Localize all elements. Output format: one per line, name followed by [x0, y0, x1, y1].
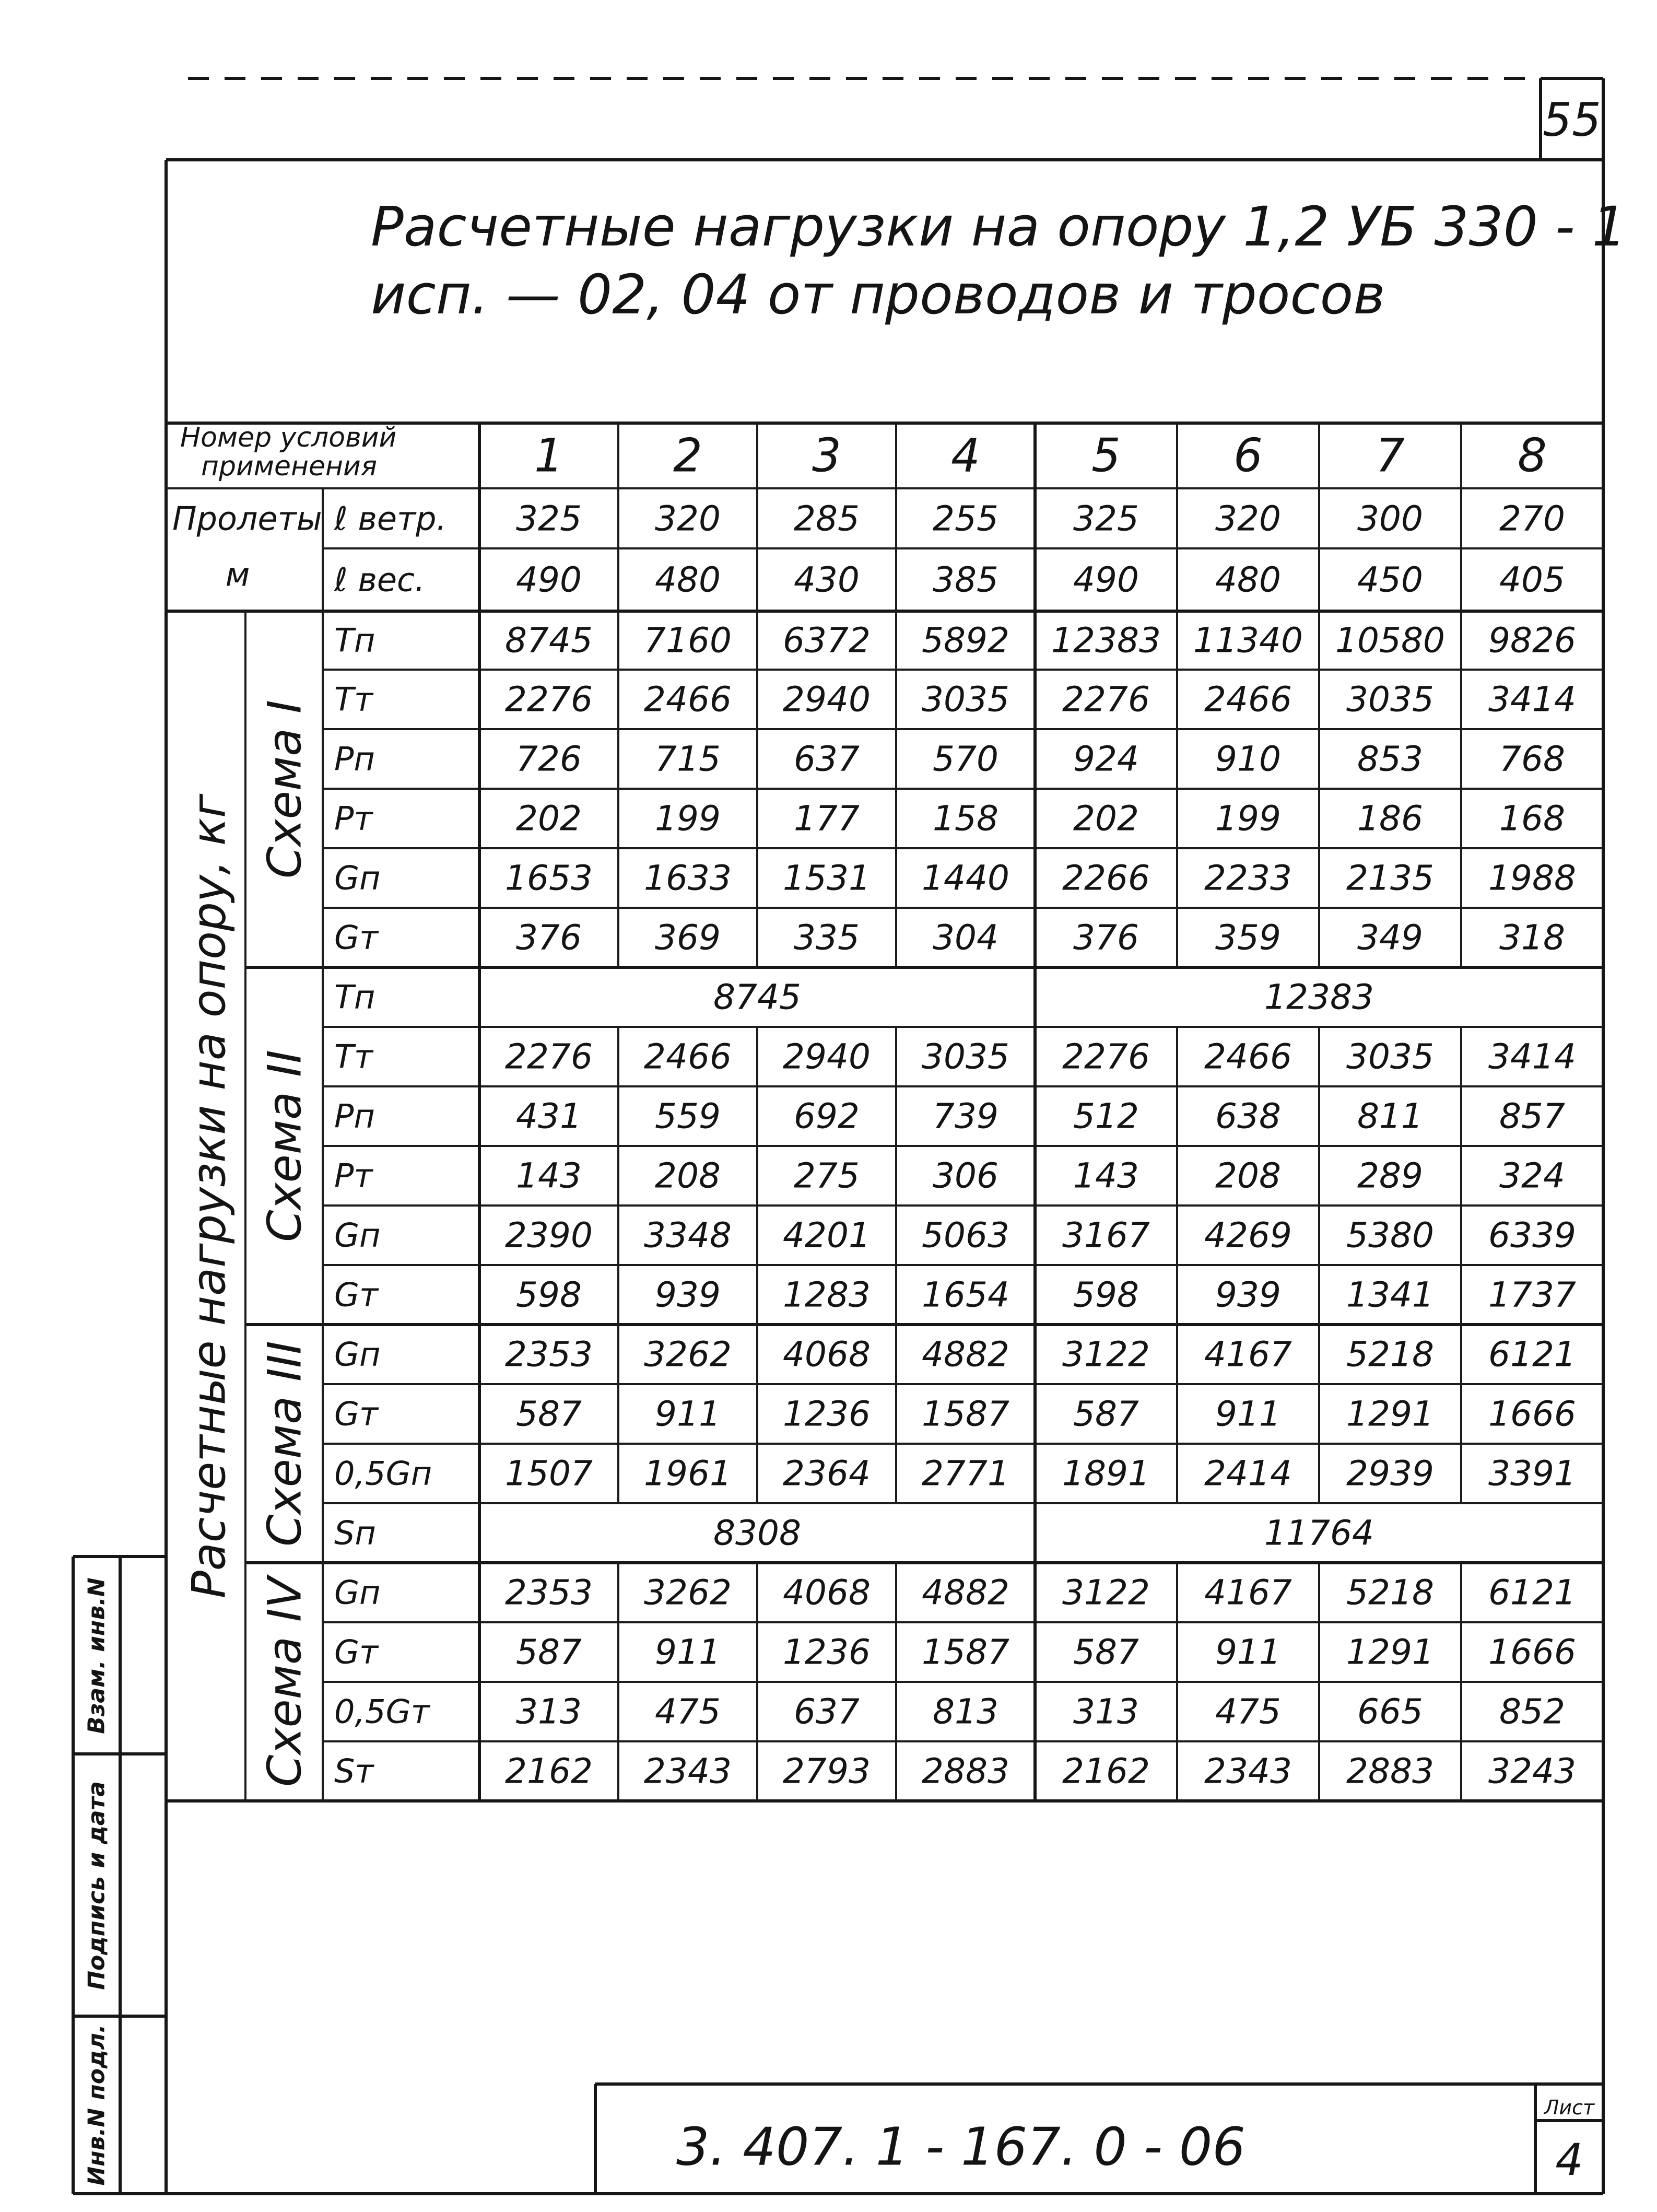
table-cell: 1531 — [783, 858, 871, 898]
column-number: 3 — [812, 428, 841, 483]
table-cell: 4882 — [922, 1334, 1009, 1375]
scheme-label: Схема I — [257, 700, 312, 879]
table-cell: 255 — [933, 498, 998, 539]
table-cell: 2276 — [1062, 679, 1150, 720]
load-row-label: Sт — [334, 1752, 374, 1790]
table-cell: 637 — [794, 1691, 860, 1732]
table-cell: 2466 — [1204, 1036, 1292, 1077]
header-label-line-2: применения — [201, 451, 378, 482]
load-row-label: Рп — [334, 740, 375, 778]
table-cell: 3035 — [1346, 679, 1434, 720]
column-number: 2 — [673, 428, 702, 483]
table-cell: 2940 — [783, 1036, 871, 1077]
table-cell: 202 — [1073, 798, 1139, 839]
table-cell: 2466 — [1204, 679, 1292, 720]
load-row-label: Рт — [334, 799, 373, 838]
table-cell: 587 — [516, 1394, 582, 1434]
table-cell: 2343 — [1204, 1751, 1292, 1792]
table-cell: 376 — [516, 917, 582, 958]
table-cell: 430 — [794, 559, 860, 600]
table-cell: 3348 — [644, 1215, 732, 1256]
table-cell: 7160 — [644, 620, 732, 661]
merged-cell-right: 11764 — [1264, 1513, 1374, 1553]
stamp-original-inventory: Инв.N подл. — [83, 2024, 110, 2186]
table-cell: 1633 — [644, 858, 732, 898]
table-cell: 2390 — [505, 1215, 593, 1256]
table-cell: 324 — [1499, 1155, 1565, 1196]
span-row-label: ℓ вес. — [334, 560, 425, 599]
table-cell: 1587 — [922, 1394, 1009, 1434]
table-cell: 11340 — [1193, 620, 1303, 661]
table-cell: 768 — [1499, 739, 1565, 779]
table-cell: 335 — [794, 917, 860, 958]
table-cell: 4068 — [783, 1334, 871, 1375]
table-cell: 318 — [1499, 917, 1565, 958]
table-cell: 8745 — [505, 620, 593, 661]
merged-cell-left: 8745 — [713, 977, 801, 1017]
table-cell: 1988 — [1488, 858, 1576, 898]
table-cell: 1291 — [1346, 1394, 1434, 1434]
table-cell: 1283 — [783, 1274, 871, 1315]
table-cell: 665 — [1357, 1691, 1423, 1732]
table-cell: 3262 — [644, 1334, 732, 1375]
table-cell: 270 — [1499, 498, 1565, 539]
table-cell: 431 — [516, 1096, 582, 1137]
table-cell: 306 — [933, 1155, 998, 1196]
table-cell: 857 — [1499, 1096, 1565, 1137]
load-row-label: 0,5Gп — [334, 1454, 432, 1493]
scheme-label: Схема IV — [257, 1576, 312, 1787]
table-cell: 4167 — [1204, 1334, 1292, 1375]
table-cell: 143 — [516, 1155, 582, 1196]
load-row-label: Тт — [334, 1037, 373, 1076]
table-cell: 637 — [794, 739, 860, 779]
table-cell: 1341 — [1346, 1274, 1434, 1315]
load-row-label: Gп — [334, 1216, 381, 1255]
table-cell: 10580 — [1335, 620, 1445, 661]
span-row-label: ℓ ветр. — [334, 499, 447, 538]
table-cell: 385 — [933, 559, 998, 600]
table-cell: 811 — [1357, 1096, 1423, 1137]
scheme-label: Схема III — [257, 1341, 312, 1547]
table-cell: 911 — [1215, 1394, 1281, 1434]
table-cell: 4068 — [783, 1572, 871, 1613]
table-cell: 939 — [655, 1274, 721, 1315]
table-cell: 2233 — [1204, 858, 1292, 898]
side-stamp — [73, 1556, 166, 2194]
table-cell: 1291 — [1346, 1632, 1434, 1672]
scheme-label: Схема II — [257, 1050, 312, 1242]
table-cell: 1236 — [783, 1394, 871, 1434]
table-cell: 1654 — [922, 1274, 1009, 1315]
table-cell: 5063 — [922, 1215, 1009, 1256]
table-cell: 376 — [1073, 917, 1139, 958]
table-cell: 715 — [655, 739, 721, 779]
loads-label: Расчетные нагрузки на опору, кг — [182, 793, 236, 1599]
column-number: 8 — [1518, 428, 1547, 483]
table-cell: 5218 — [1346, 1334, 1434, 1375]
table-cell: 289 — [1357, 1155, 1423, 1196]
table-cell: 3035 — [922, 1036, 1009, 1077]
load-row-label: Рп — [334, 1097, 375, 1136]
load-row-label: Gт — [334, 1275, 379, 1314]
table-cell: 910 — [1215, 739, 1281, 779]
table-cell: 2276 — [505, 1036, 593, 1077]
table-cell: 1666 — [1488, 1632, 1576, 1672]
table-cell: 3122 — [1062, 1334, 1150, 1375]
table-cell: 813 — [933, 1691, 998, 1732]
table-cell: 1236 — [783, 1632, 871, 1672]
load-row-label: Gп — [334, 1335, 381, 1374]
table-cell: 726 — [516, 739, 582, 779]
table-cell: 199 — [655, 798, 721, 839]
title-line-2: исп. — 02, 04 от проводов и тросов — [371, 263, 1385, 326]
table-cell: 300 — [1357, 498, 1423, 539]
table-cell: 475 — [655, 1691, 721, 1732]
table-cell: 2276 — [1062, 1036, 1150, 1077]
table-cell: 325 — [516, 498, 582, 539]
table-cell: 924 — [1073, 739, 1139, 779]
load-row-label: Рт — [334, 1156, 373, 1195]
table-cell: 6121 — [1488, 1334, 1576, 1375]
table-cell: 2793 — [783, 1751, 871, 1792]
table-cell: 313 — [1073, 1691, 1139, 1732]
table-cell: 2940 — [783, 679, 871, 720]
table-cell: 202 — [516, 798, 582, 839]
table-cell: 9826 — [1488, 620, 1576, 661]
table-cell: 490 — [1073, 559, 1139, 600]
sheet-label: Лист — [1544, 2096, 1595, 2119]
merged-cell-right: 12383 — [1264, 977, 1374, 1017]
table-cell: 1737 — [1488, 1274, 1576, 1315]
load-row-label: Gп — [334, 859, 381, 897]
table-cell: 320 — [1215, 498, 1281, 539]
load-row-label: Gт — [334, 1633, 379, 1671]
table-cell: 1961 — [644, 1453, 732, 1494]
table-cell: 853 — [1357, 739, 1423, 779]
table-cell: 3414 — [1488, 1036, 1576, 1077]
table-cell: 5892 — [922, 620, 1009, 661]
table-cell: 3035 — [1346, 1036, 1434, 1077]
load-row-label: 0,5Gт — [334, 1692, 430, 1731]
sheet-number: 4 — [1555, 2134, 1583, 2185]
table-cell: 1666 — [1488, 1394, 1576, 1434]
table-cell: 3167 — [1062, 1215, 1150, 1256]
table-cell: 285 — [794, 498, 860, 539]
table-cell: 559 — [655, 1096, 721, 1137]
table-cell: 3122 — [1062, 1572, 1150, 1613]
table-cell: 4201 — [783, 1215, 871, 1256]
table-cell: 480 — [655, 559, 721, 600]
table-cell: 2883 — [922, 1751, 1009, 1792]
table-cell: 2353 — [505, 1572, 593, 1613]
table-cell: 2162 — [1062, 1751, 1150, 1792]
table-cell: 2364 — [783, 1453, 871, 1494]
table-cell: 349 — [1357, 917, 1423, 958]
table-cell: 1653 — [505, 858, 593, 898]
table-cell: 2162 — [505, 1751, 593, 1792]
table-cell: 598 — [1073, 1274, 1139, 1315]
table-cell: 6339 — [1488, 1215, 1576, 1256]
document-code: 3. 407. 1 - 167. 0 - 06 — [676, 2116, 1245, 2178]
table-cell: 359 — [1215, 917, 1281, 958]
table-cell: 3243 — [1488, 1751, 1576, 1792]
table-cell: 325 — [1073, 498, 1139, 539]
table-cell: 2466 — [644, 679, 732, 720]
column-number: 6 — [1233, 428, 1263, 483]
table-cell: 5380 — [1346, 1215, 1434, 1256]
load-row-label: Gт — [334, 1395, 379, 1433]
table-cell: 405 — [1499, 559, 1565, 600]
header-label-line-1: Номер условий — [180, 422, 397, 453]
table-cell: 475 — [1215, 1691, 1281, 1732]
table-cell: 2414 — [1204, 1453, 1292, 1494]
column-numbers — [534, 429, 1547, 483]
table-cell: 570 — [933, 739, 998, 779]
table-cell: 3391 — [1488, 1453, 1576, 1494]
page-number: 55 — [1543, 93, 1601, 147]
table-cell: 852 — [1499, 1691, 1565, 1732]
table-cell: 6372 — [783, 620, 871, 661]
table-cell: 1587 — [922, 1632, 1009, 1672]
table-cell: 1891 — [1062, 1453, 1150, 1494]
load-row-label: Gп — [334, 1573, 381, 1612]
load-row-label: Gт — [334, 918, 379, 957]
table-cell: 313 — [516, 1691, 582, 1732]
table-cell: 168 — [1499, 798, 1565, 839]
table-cell: 480 — [1215, 559, 1281, 600]
table-header — [180, 422, 1547, 483]
table-cell: 2276 — [505, 679, 593, 720]
table-cell: 2883 — [1346, 1751, 1434, 1792]
title-line-1: Расчетные нагрузки на опору 1,2 УБ 330 - 1 — [371, 195, 1627, 259]
table-cell: 12383 — [1051, 620, 1161, 661]
table-cell: 2466 — [644, 1036, 732, 1077]
stamp-signature-date: Подпись и дата — [83, 1781, 110, 1990]
table-cell: 208 — [655, 1155, 721, 1196]
column-number: 1 — [534, 428, 563, 483]
table-cell: 4882 — [922, 1572, 1009, 1613]
table-cell: 911 — [1215, 1632, 1281, 1672]
table-cell: 512 — [1073, 1096, 1139, 1137]
table-cell: 208 — [1215, 1155, 1281, 1196]
table-cell: 1507 — [505, 1453, 593, 1494]
table-cell: 4167 — [1204, 1572, 1292, 1613]
spans-label: Пролеты — [172, 499, 322, 538]
spans-unit: м — [225, 555, 250, 594]
table-cell: 638 — [1215, 1096, 1281, 1137]
table-cell: 4269 — [1204, 1215, 1292, 1256]
merged-row-label: Sп — [334, 1514, 376, 1552]
table-cell: 3414 — [1488, 679, 1576, 720]
table-cell: 2353 — [505, 1334, 593, 1375]
table-cell: 2939 — [1346, 1453, 1434, 1494]
table-cell: 1440 — [922, 858, 1009, 898]
table-cell: 939 — [1215, 1274, 1281, 1315]
table-cell: 911 — [655, 1632, 721, 1672]
table-cell: 739 — [933, 1096, 998, 1137]
table-cell: 911 — [655, 1394, 721, 1434]
merged-cell-left: 8308 — [713, 1513, 801, 1553]
table-cell: 587 — [1073, 1394, 1139, 1434]
table-cell: 3035 — [922, 679, 1009, 720]
table-cell: 2266 — [1062, 858, 1150, 898]
column-number: 4 — [951, 428, 980, 483]
load-row-label: Тт — [334, 680, 373, 719]
table-cell: 6121 — [1488, 1572, 1576, 1613]
table-cell: 2343 — [644, 1751, 732, 1792]
title-block — [595, 2084, 1603, 2194]
table-cell: 143 — [1073, 1155, 1139, 1196]
table-cell: 369 — [655, 917, 721, 958]
table-cell: 587 — [1073, 1632, 1139, 1672]
table-cell: 5218 — [1346, 1572, 1434, 1613]
table-cell: 692 — [794, 1096, 860, 1137]
table-cell: 598 — [516, 1274, 582, 1315]
table-cell: 158 — [933, 798, 998, 839]
merged-row-label: Тп — [334, 978, 375, 1016]
stamp-replacement-inventory: Взам. инв.N — [83, 1577, 110, 1734]
table-cell: 320 — [655, 498, 721, 539]
table-cell: 275 — [794, 1155, 860, 1196]
table-cell: 186 — [1357, 798, 1423, 839]
table-cell: 490 — [516, 559, 582, 600]
table-cell: 177 — [794, 798, 860, 839]
column-number: 7 — [1376, 428, 1405, 483]
table-cell: 304 — [933, 917, 998, 958]
table-cell: 450 — [1357, 559, 1423, 600]
column-number: 5 — [1091, 428, 1121, 483]
table-cell: 199 — [1215, 798, 1281, 839]
table-cell: 2135 — [1346, 858, 1434, 898]
table-cell: 587 — [516, 1632, 582, 1672]
table-cell: 2771 — [922, 1453, 1009, 1494]
table-cell: 3262 — [644, 1572, 732, 1613]
load-row-label: Тп — [334, 621, 375, 660]
